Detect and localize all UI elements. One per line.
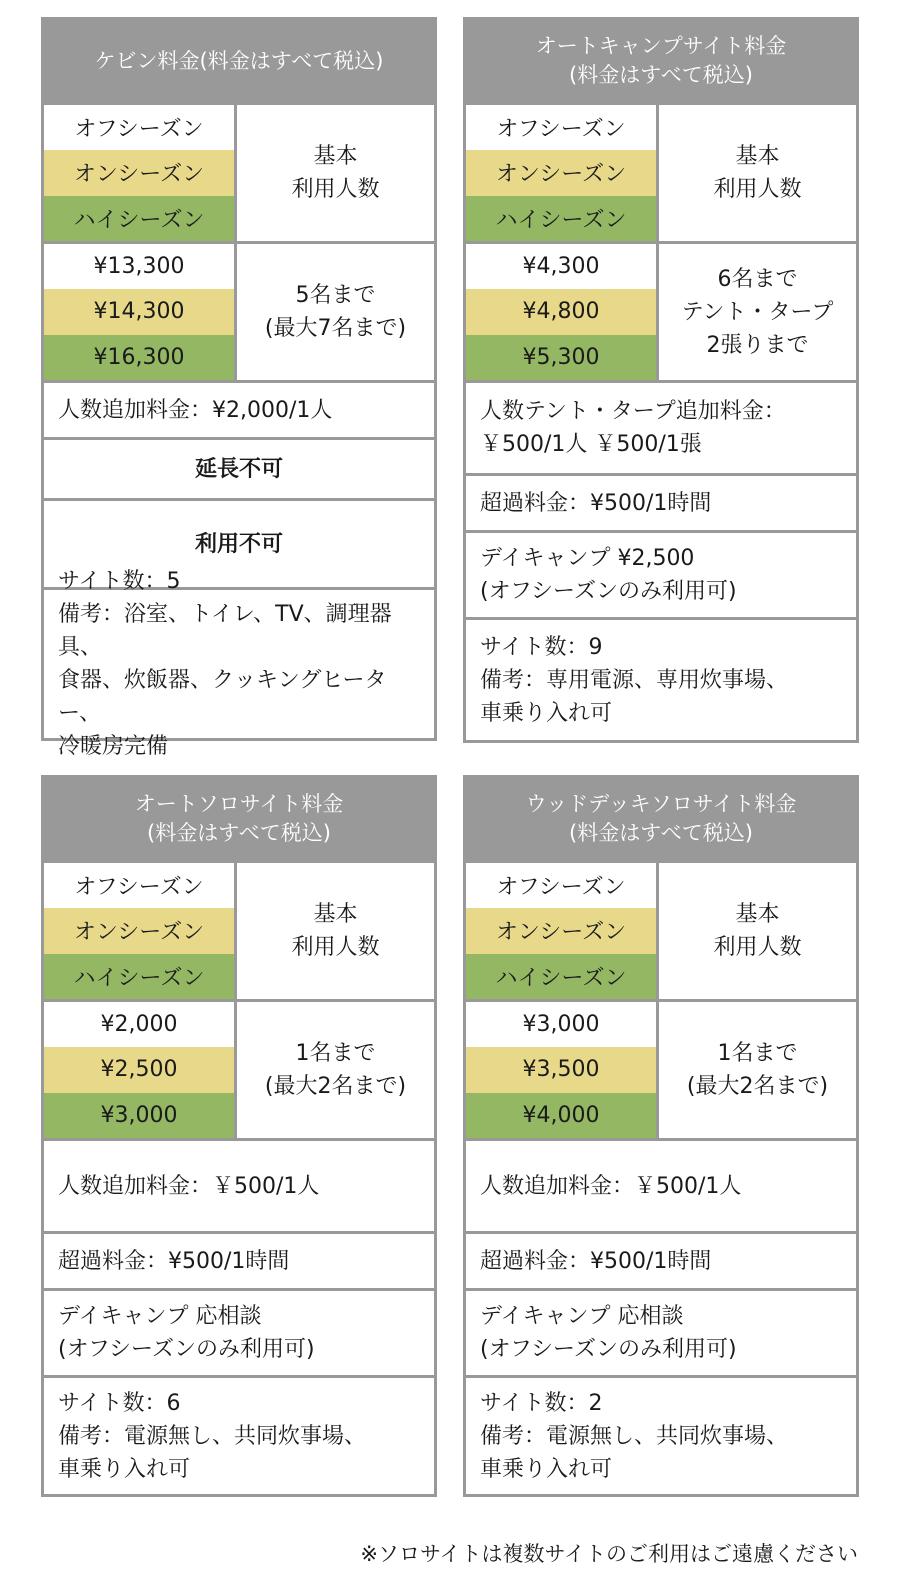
card-title-line: (料金はすべて税込)	[147, 821, 331, 845]
price-on: ¥2,500	[44, 1047, 234, 1092]
info-line: デイキャンプ 応相談	[58, 1304, 262, 1329]
card-title-line: (料金はすべて税込)	[569, 63, 753, 87]
info-line: (オフシーズンのみ利用可)	[58, 1337, 315, 1362]
capacity-value	[659, 1002, 856, 1138]
info-line: 利用不可	[194, 531, 283, 557]
info-line: 車乗り入れ可	[480, 700, 613, 726]
basic-label-line: 基本	[735, 144, 780, 169]
info-line: ￥500/1人 ￥500/1張	[480, 432, 702, 457]
price-on: ¥14,300	[44, 289, 234, 334]
season-on: オンシーズン	[44, 908, 234, 953]
capacity-line: (最大2名まで)	[264, 1074, 407, 1099]
basic-label-line: 利用人数	[713, 935, 802, 960]
card-title-line: ケビン料金(料金はすべて税込)	[94, 48, 384, 73]
footnote: ※ソロサイトは複数サイトのご利用はご遠慮ください	[360, 1542, 858, 1566]
price-off: ¥2,000	[44, 1002, 234, 1047]
info-line: 冷暖房完備	[58, 734, 169, 759]
season-high: ハイシーズン	[44, 954, 234, 999]
basic-capacity-label	[659, 863, 856, 999]
season-high: ハイシーズン	[466, 196, 656, 241]
info-row	[44, 1378, 434, 1494]
season-off: オフシーズン	[44, 863, 234, 908]
basic-capacity-label	[237, 863, 434, 999]
info-row	[466, 533, 856, 617]
info-line: 延長不可	[194, 456, 283, 482]
season-list	[466, 105, 656, 241]
basic-label-line: 基本	[735, 902, 780, 927]
info-row	[466, 1141, 856, 1231]
price-grid	[44, 1002, 434, 1138]
info-line: 備考：専用電源、専用炊事場、	[480, 667, 789, 693]
wood-deck-solo-card	[463, 775, 859, 1497]
price-off: ¥4,300	[466, 244, 656, 289]
auto-camp-card	[463, 17, 859, 743]
info-row	[466, 1378, 856, 1494]
card-title-line: ウッドデッキソロサイト料金	[525, 792, 797, 816]
info-row	[44, 1141, 434, 1231]
info-row	[44, 1234, 434, 1288]
season-off: オフシーズン	[466, 105, 656, 150]
info-line: 人数追加料金：￥500/1人	[58, 1173, 320, 1199]
capacity-value	[659, 244, 856, 380]
info-line: デイキャンプ 応相談	[480, 1304, 684, 1329]
info-row	[44, 440, 434, 498]
price-list	[466, 244, 656, 380]
basic-label-line: 利用人数	[291, 935, 380, 960]
cabin-card	[41, 17, 437, 759]
basic-label-line: 基本	[313, 902, 358, 927]
info-line: サイト数：6	[58, 1390, 181, 1416]
price-grid	[466, 244, 856, 380]
info-line: 人数追加料金：￥500/1人	[480, 1173, 742, 1199]
season-on: オンシーズン	[44, 150, 234, 195]
basic-capacity-label	[659, 105, 856, 241]
info-line: 超過料金：¥500/1時間	[480, 490, 712, 516]
season-high: ハイシーズン	[466, 954, 656, 999]
capacity-line: 1名まで	[717, 1041, 798, 1066]
season-label-grid	[466, 863, 856, 999]
info-line: サイト数：9	[480, 634, 603, 660]
season-list	[44, 863, 234, 999]
capacity-line: (最大2名まで)	[686, 1074, 829, 1099]
basic-label-line: 利用人数	[713, 177, 802, 202]
info-row	[466, 620, 856, 740]
capacity-line: テント・タープ	[681, 299, 834, 325]
info-line: 超過料金：¥500/1時間	[58, 1248, 290, 1274]
info-row	[466, 1234, 856, 1288]
price-off: ¥13,300	[44, 244, 234, 289]
season-on: オンシーズン	[466, 150, 656, 195]
info-row	[466, 383, 856, 473]
season-label-grid	[44, 105, 434, 241]
price-grid	[466, 1002, 856, 1138]
info-line: (オフシーズンのみ利用可)	[480, 579, 737, 604]
info-line: 人数テント・タープ追加料金：	[480, 399, 786, 424]
info-line: 人数追加料金：¥2,000/1人	[58, 397, 333, 423]
info-line: サイト数：5	[58, 569, 181, 594]
card-title-line: オートキャンプサイト料金	[535, 34, 787, 58]
info-line: 備考：電源無し、共同炊事場、	[58, 1423, 367, 1449]
card-title	[44, 20, 434, 102]
info-row	[44, 1291, 434, 1375]
basic-label-line: 利用人数	[291, 177, 380, 202]
info-line: (オフシーズンのみ利用可)	[480, 1337, 737, 1362]
season-high: ハイシーズン	[44, 196, 234, 241]
basic-capacity-label	[237, 105, 434, 241]
card-title	[44, 778, 434, 860]
info-row	[466, 1291, 856, 1375]
info-line: 食器、炊飯器、クッキングヒーター、	[58, 668, 387, 726]
info-row	[466, 476, 856, 530]
info-line: 車乗り入れ可	[480, 1456, 613, 1482]
info-line: 車乗り入れ可	[58, 1456, 191, 1482]
price-high: ¥16,300	[44, 335, 234, 380]
price-on: ¥3,500	[466, 1047, 656, 1092]
auto-solo-card	[41, 775, 437, 1497]
price-on: ¥4,800	[466, 289, 656, 334]
info-row	[44, 383, 434, 437]
price-off: ¥3,000	[466, 1002, 656, 1047]
price-high: ¥4,000	[466, 1093, 656, 1138]
season-list	[466, 863, 656, 999]
card-title-line: (料金はすべて税込)	[569, 821, 753, 845]
card-title-line: オートソロサイト料金	[134, 792, 344, 816]
price-list	[44, 244, 234, 380]
info-line: サイト数：2	[480, 1390, 603, 1416]
season-label-grid	[466, 105, 856, 241]
season-off: オフシーズン	[44, 105, 234, 150]
price-grid	[44, 244, 434, 380]
price-high: ¥5,300	[466, 335, 656, 380]
capacity-line: 1名まで	[295, 1041, 376, 1066]
capacity-line: (最大7名まで)	[264, 316, 407, 341]
season-list	[44, 105, 234, 241]
season-label-grid	[44, 863, 434, 999]
capacity-value	[237, 1002, 434, 1138]
card-title	[466, 20, 856, 102]
info-row	[44, 569, 434, 759]
capacity-line: 2張りまで	[706, 332, 809, 358]
capacity-line: 6名まで	[717, 266, 798, 292]
basic-label-line: 基本	[313, 144, 358, 169]
price-high: ¥3,000	[44, 1093, 234, 1138]
season-on: オンシーズン	[466, 908, 656, 953]
info-line: 超過料金：¥500/1時間	[480, 1248, 712, 1274]
price-list	[466, 1002, 656, 1138]
card-title	[466, 778, 856, 860]
info-line: 備考：浴室、トイレ、TV、調理器具、	[58, 602, 392, 660]
capacity-value	[237, 244, 434, 380]
price-list	[44, 1002, 234, 1138]
season-off: オフシーズン	[466, 863, 656, 908]
info-line: デイキャンプ ¥2,500	[480, 546, 695, 571]
info-line: 備考：電源無し、共同炊事場、	[480, 1423, 789, 1449]
capacity-line: 5名まで	[295, 283, 376, 308]
